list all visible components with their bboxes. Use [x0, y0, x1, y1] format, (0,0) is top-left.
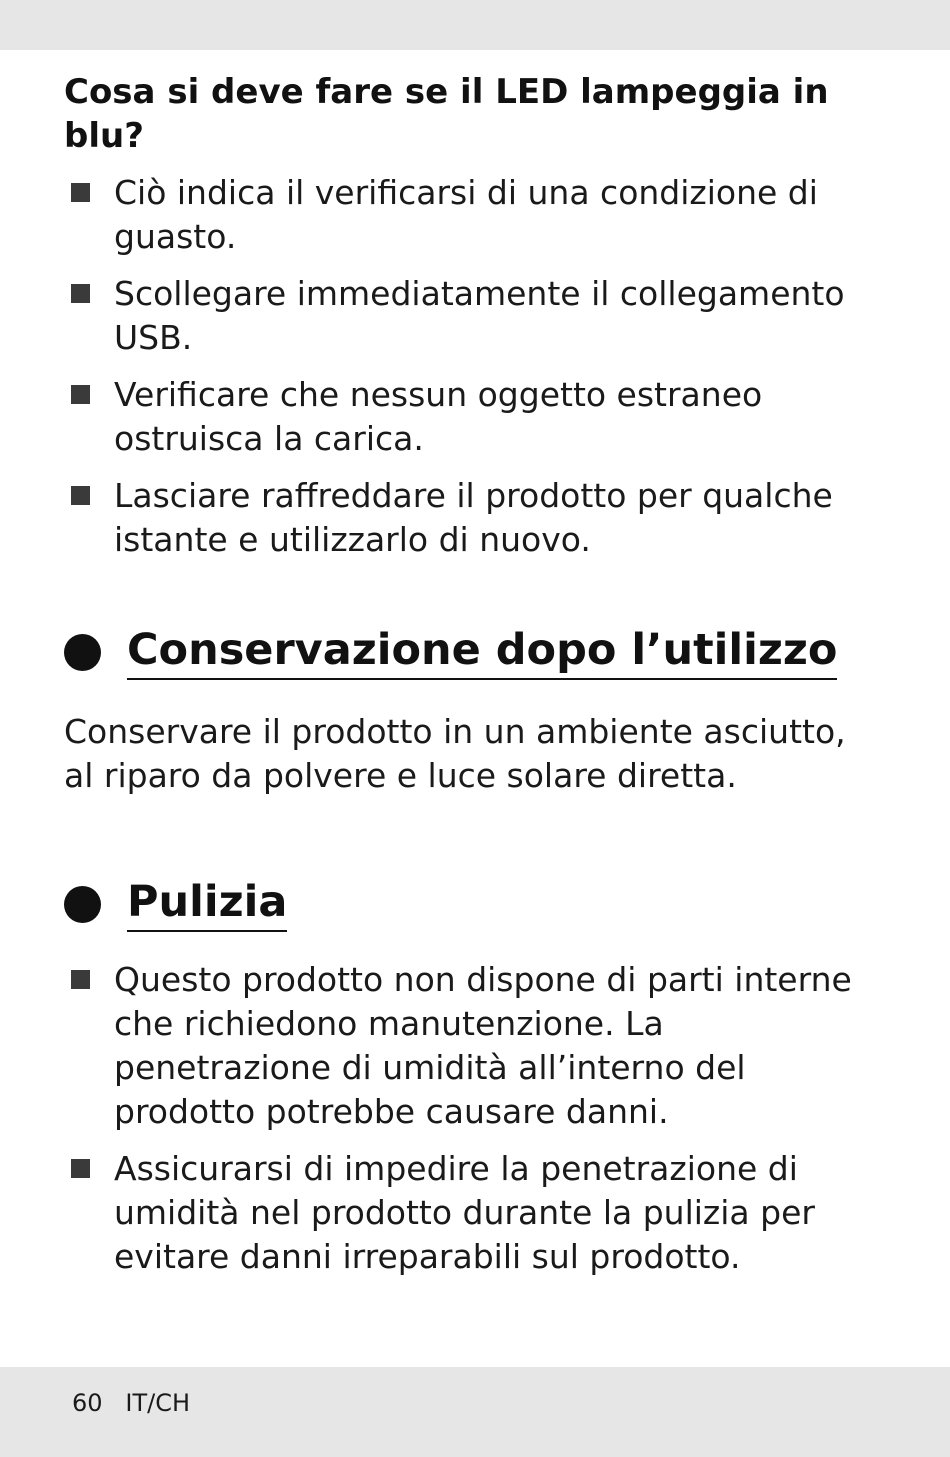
square-bullet-icon	[71, 1159, 90, 1178]
storage-section-header	[64, 624, 884, 680]
storage-paragraph: Conservare il prodotto in un ambiente asciutto, al riparo da polvere e luce solare diretta.	[64, 712, 846, 795]
faq-question-heading: Cosa si deve fare se il LED lampeggia in blu?	[64, 72, 829, 156]
square-bullet-icon	[71, 385, 90, 404]
square-bullet-icon	[71, 284, 90, 303]
faq-answer-list	[64, 171, 884, 562]
top-margin-band	[0, 0, 950, 50]
square-bullet-icon	[71, 486, 90, 505]
list-item-text: Scollegare immediatamente il collegamento USB.	[114, 274, 845, 357]
page-content	[64, 70, 884, 1279]
list-item	[64, 272, 884, 360]
storage-section-title: Conservazione dopo l’utilizzo	[127, 624, 837, 680]
list-item	[64, 171, 884, 259]
page-number-label: 60 IT/CH	[72, 1389, 191, 1417]
list-item	[64, 373, 884, 461]
list-item-text: Lasciare raffreddare il prodotto per qualche istante e utilizzarlo di nuovo.	[114, 476, 833, 559]
list-item	[64, 958, 884, 1134]
cleaning-section-title: Pulizia	[127, 876, 287, 932]
list-item	[64, 1147, 884, 1279]
list-item	[64, 474, 884, 562]
circle-bullet-icon	[64, 886, 101, 923]
circle-bullet-icon	[64, 634, 101, 671]
cleaning-instruction-list	[64, 958, 884, 1279]
list-item-text: Ciò indica il verificarsi di una condizione di guasto.	[114, 173, 818, 256]
square-bullet-icon	[71, 970, 90, 989]
list-item-text: Verificare che nessun oggetto estraneo ostruisca la carica.	[114, 375, 763, 458]
list-item-text: Assicurarsi di impedire la penetrazione di umidità nel prodotto durante la pulizia per evitare danni irreparabili sul prodotto.	[114, 1149, 815, 1276]
list-item-text: Questo prodotto non dispone di parti interne che richiedono manutenzione. La penetrazione di umidità all’interno del prodotto potrebbe causare danni.	[114, 960, 852, 1131]
square-bullet-icon	[71, 183, 90, 202]
cleaning-section-header	[64, 876, 884, 932]
